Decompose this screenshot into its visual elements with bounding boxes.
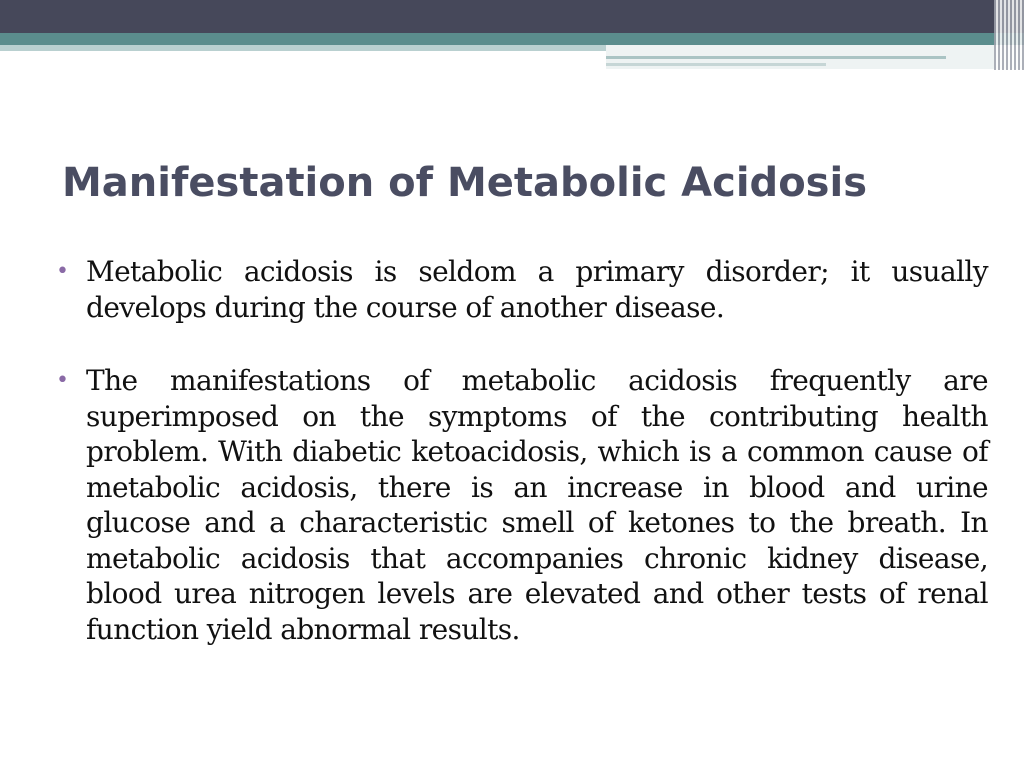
bullet-text: Metabolic acidosis is seldom a primary disorder; it usually develops during the course of another disease.	[86, 255, 988, 324]
bullet-item	[54, 254, 988, 325]
header-accent-line-short	[606, 63, 826, 66]
bullet-dot-icon: •	[56, 259, 69, 284]
slide-title: Manifestation of Metabolic Acidosis	[62, 160, 867, 206]
header-vertical-stripes	[994, 0, 1024, 70]
header-accent-line	[606, 56, 946, 59]
header-teal-light-strip	[0, 45, 610, 51]
header-teal-band	[0, 33, 1024, 45]
bullet-dot-icon: •	[56, 368, 69, 393]
bullet-list	[54, 254, 988, 685]
header-dark-band	[0, 0, 1024, 33]
bullet-item	[54, 363, 988, 647]
bullet-text: The manifestations of metabolic acidosis frequently are superimposed on the symptoms of the contributing health problem. With diabetic ketoacidosis, which is a common cause of metabolic acidosis, there is an increase in blood and urine glucose and a characteristic smell of ketones to the breath. In metabolic acidosis that accompanies chronic kidney disease, blood urea nitrogen levels are elevated and other tests of renal function yield abnormal results.	[86, 364, 988, 646]
